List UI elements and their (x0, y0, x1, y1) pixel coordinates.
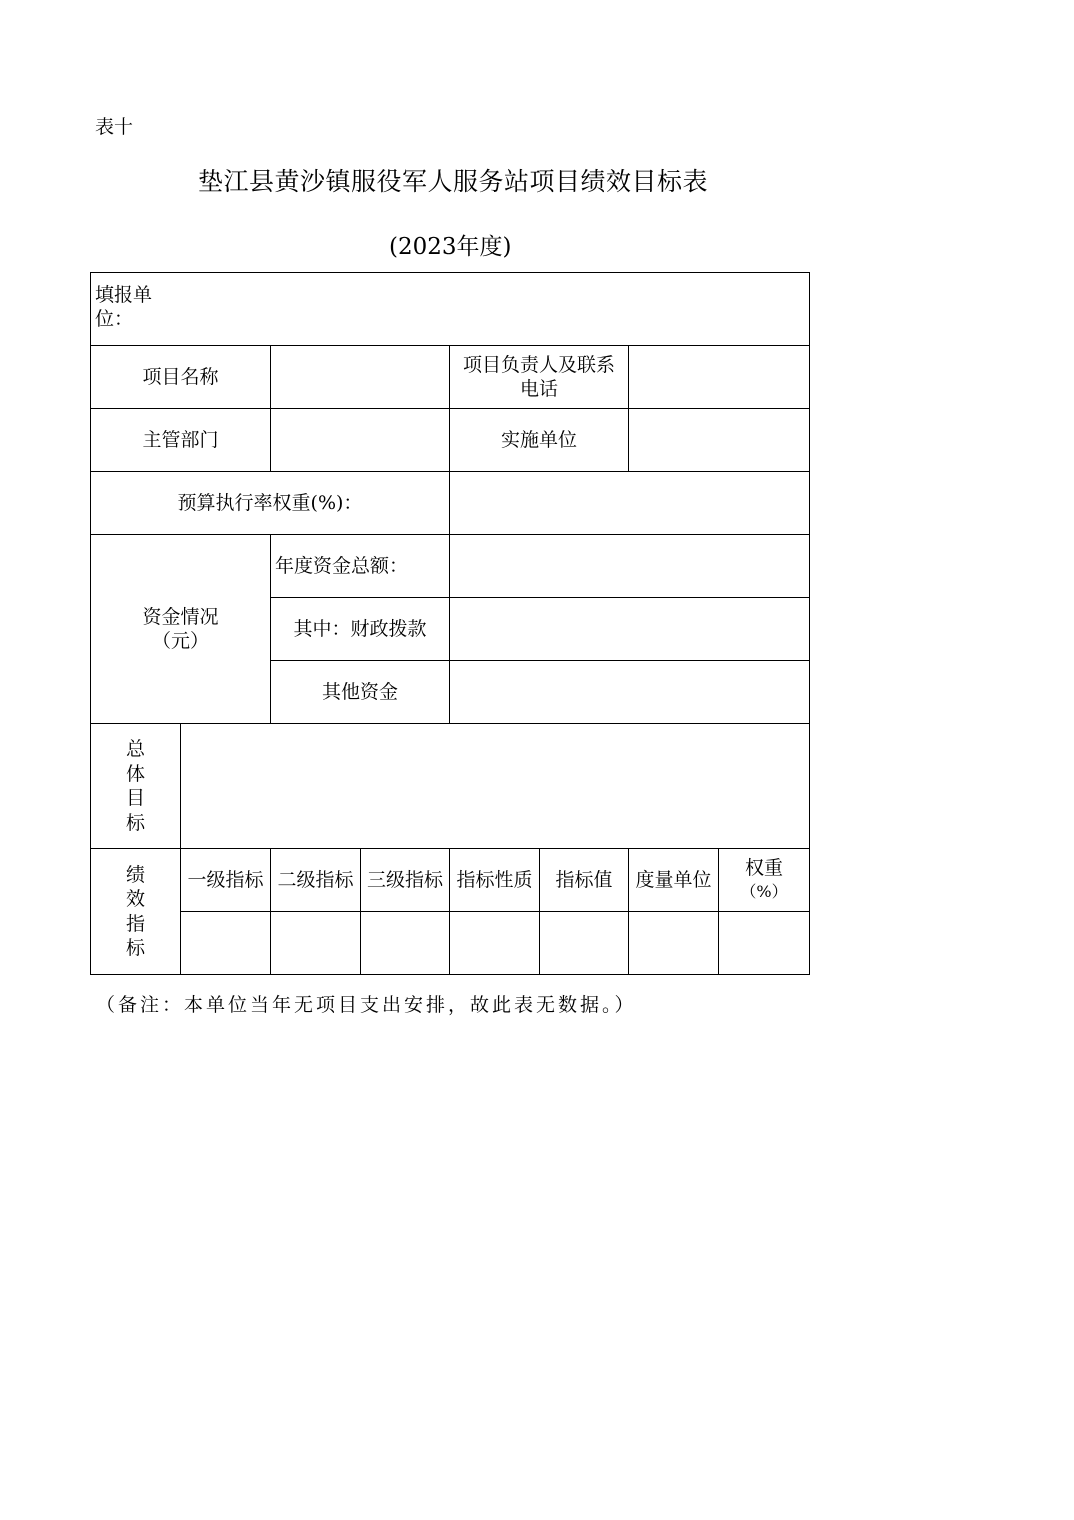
header-weight-cell (719, 849, 810, 912)
perf-cell-level1 (181, 912, 271, 975)
row-perf-data (91, 912, 810, 975)
row-project-name (91, 346, 810, 409)
fiscal-value (450, 598, 810, 661)
row-perf-header (91, 849, 810, 912)
document-subtitle: (2023年度) (389, 234, 512, 260)
perf-cell-nature (450, 912, 540, 975)
overall-goal-label-cell (91, 724, 181, 849)
funds-label-cell (91, 535, 271, 724)
header-weight-unit: （%） (740, 882, 788, 901)
perf-cell-value (540, 912, 629, 975)
row-overall-goal (91, 724, 810, 849)
overall-goal-value (181, 724, 810, 849)
project-leader-value (629, 346, 810, 409)
perf-cell-level2 (271, 912, 361, 975)
row-budget-rate (91, 472, 810, 535)
perf-cell-weight (719, 912, 810, 975)
row-reporting-unit (91, 273, 810, 346)
project-name-value (271, 346, 450, 409)
budget-rate-value (450, 472, 810, 535)
row-annual-total (91, 535, 810, 598)
header-nature: 指标性质 (450, 849, 540, 912)
perf-label: 绩效指标 (125, 863, 145, 959)
header-level3: 三级指标 (361, 849, 450, 912)
project-leader-label-text: 项目负责人及联系电话 (462, 354, 615, 400)
row-department (91, 409, 810, 472)
document-title: 垫江县黄沙镇服役军人服务站项目绩效目标表 (198, 167, 709, 196)
project-name-label: 项目名称 (91, 346, 271, 409)
header-weight: 权重 (744, 857, 783, 879)
reporting-unit-cell (91, 273, 810, 346)
dept-label: 主管部门 (91, 409, 271, 472)
header-level2: 二级指标 (271, 849, 361, 912)
other-funds-value (450, 661, 810, 724)
header-unit: 度量单位 (629, 849, 719, 912)
funds-unit: （元） (151, 630, 209, 652)
header-level1: 一级指标 (181, 849, 271, 912)
overall-goal-label: 总体目标 (125, 738, 145, 834)
impl-unit-value (629, 409, 810, 472)
header-value: 指标值 (540, 849, 629, 912)
reporting-unit-label: 填报单位： (95, 284, 153, 330)
annual-total-value (450, 535, 810, 598)
other-funds-label: 其他资金 (271, 661, 450, 724)
perf-cell-unit (629, 912, 719, 975)
perf-label-cell (91, 849, 181, 975)
funds-label: 资金情况 (142, 606, 219, 628)
annual-total-label: 年度资金总额： (271, 535, 450, 598)
performance-target-table (90, 272, 810, 975)
project-leader-label (450, 346, 629, 409)
fiscal-label: 其中：财政拨款 (271, 598, 450, 661)
remark-note: （备注：本单位当年无项目支出安排，故此表无数据。） (96, 994, 637, 1016)
dept-value (271, 409, 450, 472)
table-number-label: 表十 (95, 116, 134, 138)
impl-unit-label: 实施单位 (450, 409, 629, 472)
budget-rate-label: 预算执行率权重(%)： (91, 472, 450, 535)
perf-cell-level3 (361, 912, 450, 975)
